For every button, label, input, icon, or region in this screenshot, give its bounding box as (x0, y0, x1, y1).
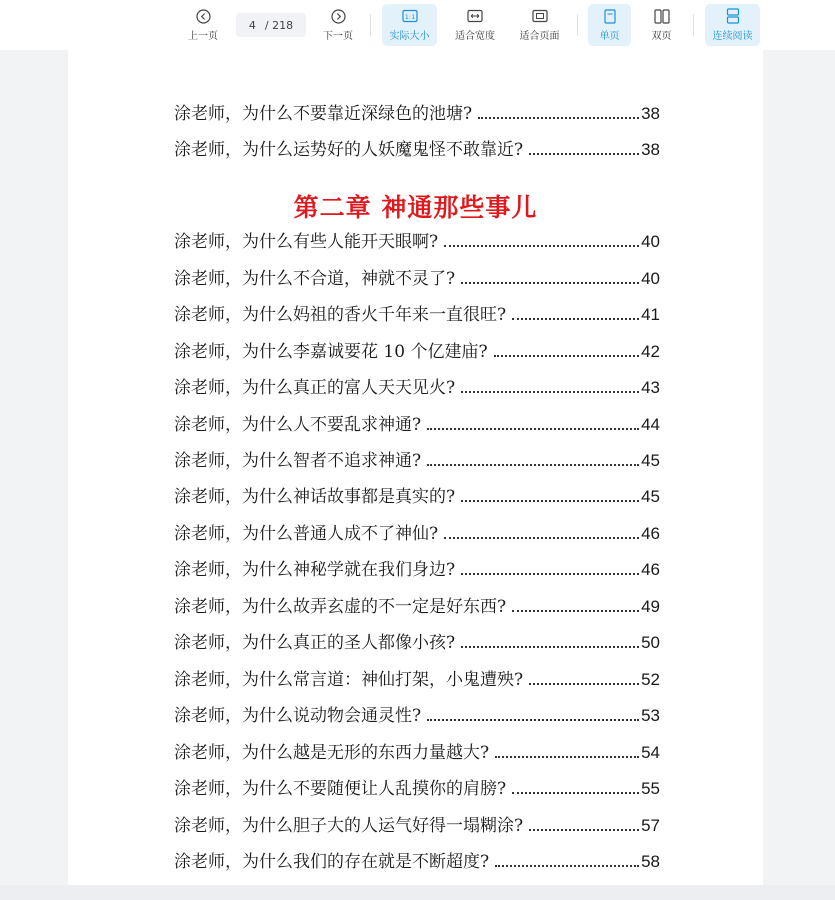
page-number-box[interactable] (236, 13, 306, 37)
chapter-title: 第二章 神通那些事儿 (293, 193, 538, 222)
toc-entry-page: 43 (641, 378, 660, 397)
chevron-right-circle-icon (330, 8, 346, 24)
vertical-scrollbar[interactable] (829, 50, 835, 885)
double-page-button[interactable] (640, 4, 683, 46)
toc-entry-title: 涂老师，为什么运势好的人妖魔鬼怪不敢靠近? (174, 140, 524, 160)
toc-entry[interactable] (174, 810, 660, 836)
next-page-label: 下一页 (323, 31, 353, 42)
current-page-input[interactable]: 4 (248, 18, 256, 32)
toc-leader-dots (427, 464, 639, 466)
toc-leader-dots (529, 153, 639, 155)
toc-entry[interactable] (174, 518, 660, 544)
toc-leader-dots (461, 500, 639, 502)
toc-entry-page: 45 (641, 487, 660, 506)
toc-entry-title: 涂老师，为什么普通人成不了神仙? (174, 524, 439, 544)
toc-leader-dots (529, 829, 639, 831)
document-page (68, 50, 763, 885)
toc-entry[interactable] (174, 664, 660, 690)
double-page-icon (654, 8, 670, 24)
toc-leader-dots (529, 683, 639, 685)
toc-entry[interactable] (174, 737, 660, 763)
toc-entry-title: 涂老师，为什么不合道，神就不灵了? (174, 269, 456, 289)
toc-entry-title: 涂老师，为什么故弄玄虚的不一定是好东西? (174, 597, 507, 617)
next-page-button[interactable] (317, 4, 359, 46)
toc-entry-page: 50 (641, 633, 660, 652)
toc-entry-title: 涂老师，为什么妈祖的香火千年来一直很旺? (174, 305, 507, 325)
toc-entry[interactable] (174, 481, 660, 507)
actual-size-icon (402, 8, 418, 24)
viewer-toolbar (0, 0, 835, 50)
toc-entry-page: 54 (641, 743, 660, 762)
toc-entry[interactable] (174, 336, 660, 362)
toc-entry-title: 涂老师，为什么智者不追求神通? (174, 451, 422, 471)
toolbar-divider (577, 14, 578, 36)
toc-entry-title: 涂老师，为什么胆子大的人运气好得一塌糊涂? (174, 816, 524, 836)
toc-leader-dots (461, 573, 639, 575)
toc-entry[interactable] (174, 700, 660, 726)
toc-entry[interactable] (174, 226, 660, 252)
toc-entry-page: 38 (641, 140, 660, 159)
toc-entry-page: 38 (641, 104, 660, 123)
toc-entry[interactable] (174, 98, 660, 124)
toc-entry-page: 42 (641, 342, 660, 361)
fit-width-label: 适合宽度 (455, 31, 495, 42)
toc-entry[interactable] (174, 409, 660, 435)
toc-entry-title: 涂老师，为什么李嘉诚要花 10 个亿建庙? (174, 342, 488, 362)
toc-leader-dots (512, 792, 639, 794)
toolbar-divider (693, 14, 694, 36)
toc-entry-page: 53 (641, 706, 660, 725)
toc-entry-title: 涂老师，为什么有些人能开天眼啊? (174, 232, 439, 252)
fit-width-button[interactable] (448, 4, 502, 46)
toc-entry-title: 涂老师，为什么不要随便让人乱摸你的肩膀? (174, 779, 507, 799)
toc-entry[interactable] (174, 299, 660, 325)
toc-entry[interactable] (174, 846, 660, 872)
toc-entry-title: 涂老师，为什么神秘学就在我们身边? (174, 560, 456, 580)
toc-entry[interactable] (174, 263, 660, 289)
actual-size-button[interactable] (382, 4, 437, 46)
toc-entry-title: 涂老师，为什么真正的富人天天见火? (174, 378, 456, 398)
toc-entry-page: 40 (641, 269, 660, 288)
toc-leader-dots (478, 117, 639, 119)
chevron-left-circle-icon (195, 8, 211, 24)
toc-entry-page: 58 (641, 852, 660, 871)
toc-entry-page: 40 (641, 232, 660, 251)
prev-page-button[interactable] (182, 4, 224, 46)
svg-text:1:1: 1:1 (404, 13, 415, 21)
toc-leader-dots (427, 428, 639, 430)
toc-entry-page: 46 (641, 560, 660, 579)
toc-entry-page: 57 (641, 816, 660, 835)
toolbar-divider (370, 14, 371, 36)
single-page-label: 单页 (599, 31, 620, 42)
toc-entry-page: 44 (641, 415, 660, 434)
toc-entry-title: 涂老师，为什么常言道：神仙打架，小鬼遭殃? (174, 670, 524, 690)
toc-entry-title: 涂老师，为什么真正的圣人都像小孩? (174, 633, 456, 653)
toc-leader-dots (494, 355, 640, 357)
continuous-reading-label: 连续阅读 (712, 31, 753, 42)
toc-leader-dots (461, 282, 639, 284)
toc-entry-title: 涂老师，为什么不要靠近深绿色的池塘? (174, 104, 473, 124)
fit-width-icon (467, 8, 483, 24)
toc-entry-page: 45 (641, 451, 660, 470)
toc-entry-title: 涂老师，为什么人不要乱求神通? (174, 415, 422, 435)
toc-leader-dots (461, 646, 639, 648)
toc-leader-dots (495, 756, 639, 758)
toc-entry[interactable] (174, 134, 660, 160)
toc-leader-dots (512, 610, 639, 612)
toc-leader-dots (461, 391, 639, 393)
fit-page-label: 适合页面 (519, 31, 560, 42)
toc-entry[interactable] (174, 591, 660, 617)
toc-entry-title: 涂老师，为什么神话故事都是真实的? (174, 487, 456, 507)
toc-leader-dots (444, 537, 639, 539)
fit-page-icon (532, 8, 548, 24)
single-page-icon (602, 8, 618, 24)
toc-entry[interactable] (174, 627, 660, 653)
toc-entry-title: 涂老师，为什么越是无形的东西力量越大? (174, 743, 490, 763)
toc-entry[interactable] (174, 773, 660, 799)
toc-entry-page: 46 (641, 524, 660, 543)
toc-entry[interactable] (174, 445, 660, 471)
toc-leader-dots (427, 719, 639, 721)
toc-entry-page: 52 (641, 670, 660, 689)
toc-leader-dots (495, 865, 639, 867)
toc-leader-dots (444, 245, 639, 247)
fit-page-button[interactable] (512, 4, 567, 46)
toc-entry-title: 涂老师，为什么说动物会通灵性? (174, 706, 422, 726)
actual-size-label: 实际大小 (389, 31, 430, 42)
toc-entry-page: 49 (641, 597, 660, 616)
toc-entry[interactable] (174, 372, 660, 398)
single-page-button[interactable] (588, 4, 631, 46)
double-page-label: 双页 (651, 31, 672, 42)
prev-page-label: 上一页 (188, 31, 218, 42)
total-pages: / 218 (264, 18, 294, 32)
continuous-reading-button[interactable] (705, 4, 760, 46)
toc-entry-page: 55 (641, 779, 660, 798)
continuous-reading-icon (725, 8, 741, 24)
toc-entry-page: 41 (641, 305, 660, 324)
toc-entry[interactable] (174, 554, 660, 580)
toc-leader-dots (512, 318, 639, 320)
toc-entry-title: 涂老师，为什么我们的存在就是不断超度? (174, 852, 490, 872)
bottom-status-bar (0, 885, 835, 900)
